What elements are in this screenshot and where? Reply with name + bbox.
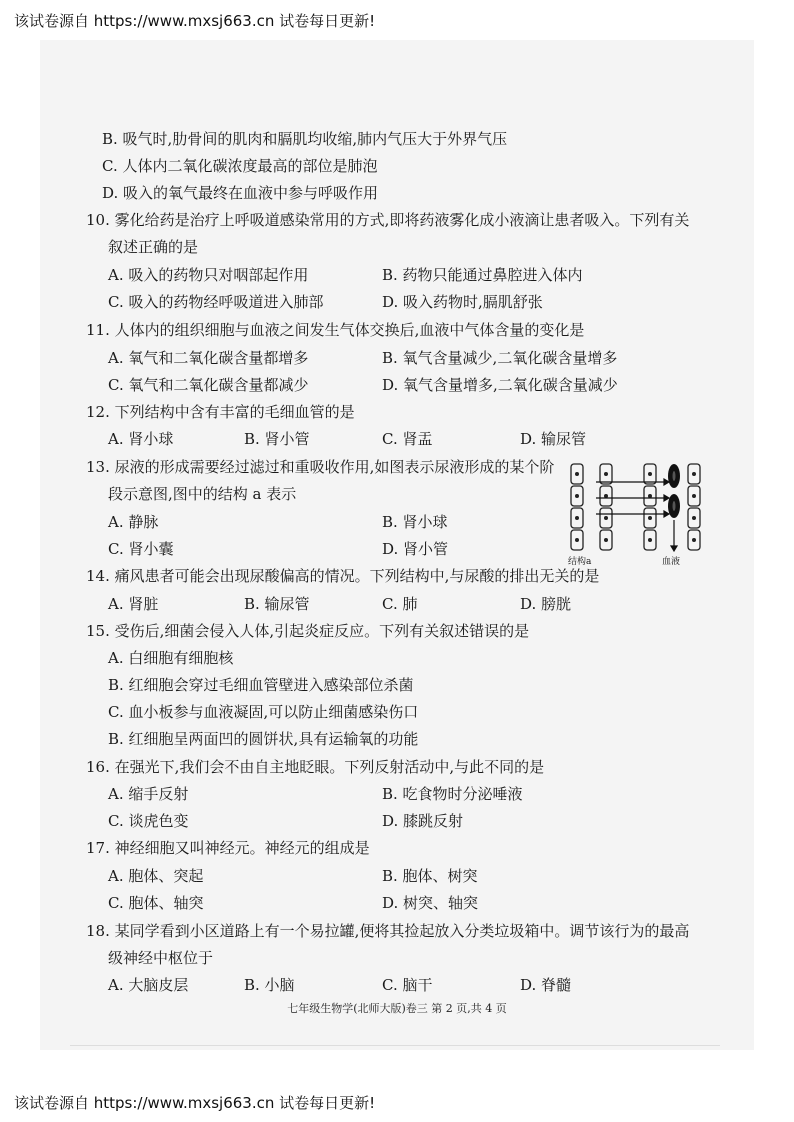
q18-option-c: C. 脑干: [382, 976, 433, 994]
q11-option-b: B. 氧气含量减少,二氧化碳含量增多: [382, 349, 618, 367]
q10-stem-line2: 叙述正确的是: [108, 238, 199, 256]
q18-option-d: D. 脊髓: [520, 976, 572, 994]
q13-stem-line1: 13. 尿液的形成需要经过滤过和重吸收作用,如图表示尿液形成的某个阶: [86, 458, 555, 476]
q17-option-b: B. 胞体、树突: [382, 867, 478, 885]
q17-option-a: A. 胞体、突起: [108, 867, 204, 885]
q16-option-a: A. 缩手反射: [108, 785, 189, 803]
q14-stem: 14. 痛风患者可能会出现尿酸偏高的情况。下列结构中,与尿酸的排出无关的是: [86, 567, 600, 585]
q9-option-b: B. 吸气时,肋骨间的肌肉和膈肌均收缩,肺内气压大于外界气压: [102, 130, 508, 148]
q10-option-c: C. 吸入的药物经呼吸道进入肺部: [108, 293, 324, 311]
q15-option-c: C. 血小板参与血液凝固,可以防止细菌感染伤口: [108, 703, 419, 721]
q18-stem-line2: 级神经中枢位于: [108, 949, 214, 967]
q12-stem: 12. 下列结构中含有丰富的毛细血管的是: [86, 403, 355, 421]
q9-option-c: C. 人体内二氧化碳浓度最高的部位是肺泡: [102, 157, 378, 175]
q16-option-d: D. 膝跳反射: [382, 812, 464, 830]
nephron-diagram: [568, 460, 708, 570]
structure-a-tube: [571, 464, 583, 550]
q15-option-a: A. 白细胞有细胞核: [108, 649, 234, 667]
q16-stem: 16. 在强光下,我们会不由自主地眨眼。下列反射活动中,与此不同的是: [86, 758, 545, 776]
q11-option-a: A. 氧气和二氧化碳含量都增多: [108, 349, 309, 367]
q15-option-b: B. 红细胞会穿过毛细血管壁进入感染部位杀菌: [108, 676, 414, 694]
tubule-wall-column: [600, 464, 612, 550]
q18-stem-line1: 18. 某同学看到小区道路上有一个易拉罐,便将其捡起放入分类垃圾箱中。调节该行为的最高: [86, 922, 690, 940]
q16-option-c: C. 谈虎色变: [108, 812, 189, 830]
q12-option-b: B. 肾小管: [244, 430, 310, 448]
q17-stem: 17. 神经细胞又叫神经元。神经元的组成是: [86, 839, 370, 857]
outer-wall-column: [688, 464, 700, 550]
q16-option-b: B. 吃食物时分泌唾液: [382, 785, 523, 803]
q13-option-b: B. 肾小球: [382, 513, 448, 531]
q13-option-a: A. 静脉: [108, 513, 159, 531]
divider: [70, 1045, 720, 1046]
q15-stem: 15. 受伤后,细菌会侵入人体,引起炎症反应。下列有关叙述错误的是: [86, 622, 530, 640]
source-banner-top: 该试卷源自 https://www.mxsj663.cn 试卷每日更新!: [14, 12, 376, 30]
source-banner-bottom: 该试卷源自 https://www.mxsj663.cn 试卷每日更新!: [14, 1094, 376, 1112]
q10-stem-line1: 10. 雾化给药是治疗上呼吸道感染常用的方式,即将药液雾化成小液滴让患者吸入。下列有关: [86, 211, 690, 229]
q14-option-b: B. 输尿管: [244, 595, 310, 613]
q13-stem-line2: 段示意图,图中的结构 a 表示: [108, 485, 297, 503]
reabsorption-arrows: [596, 479, 677, 551]
q13-option-c: C. 肾小囊: [108, 540, 174, 558]
q11-option-d: D. 氧气含量增多,二氧化碳含量减少: [382, 376, 618, 394]
q10-option-a: A. 吸入的药物只对咽部起作用: [108, 266, 309, 284]
q12-option-d: D. 输尿管: [520, 430, 587, 448]
page-footer: 七年级生物学(北师大版)卷三 第 2 页,共 4 页: [287, 1002, 507, 1015]
q12-option-c: C. 肾盂: [382, 430, 433, 448]
capillary-wall-column: [644, 464, 656, 550]
q12-option-a: A. 肾小球: [108, 430, 174, 448]
q9-option-d: D. 吸入的氧气最终在血液中参与呼吸作用: [102, 184, 379, 202]
q13-option-d: D. 肾小管: [382, 540, 449, 558]
q15-option-d: B. 红细胞呈两面凹的圆饼状,具有运输氧的功能: [108, 730, 419, 748]
q18-option-b: B. 小脑: [244, 976, 295, 994]
q10-option-b: B. 药物只能通过鼻腔进入体内: [382, 266, 583, 284]
figure-label-structure-a: 结构a: [568, 557, 592, 567]
q10-option-d: D. 吸入药物时,膈肌舒张: [382, 293, 543, 311]
q14-option-d: D. 膀胱: [520, 595, 572, 613]
q11-option-c: C. 氧气和二氧化碳含量都减少: [108, 376, 309, 394]
q17-option-d: D. 树突、轴突: [382, 894, 479, 912]
q14-option-a: A. 肾脏: [108, 595, 159, 613]
q14-option-c: C. 肺: [382, 595, 418, 613]
q17-option-c: C. 胞体、轴突: [108, 894, 204, 912]
figure-label-blood: 血液: [662, 557, 681, 567]
q13-figure: [568, 460, 708, 570]
q11-stem: 11. 人体内的组织细胞与血液之间发生气体交换后,血液中气体含量的变化是: [86, 321, 585, 339]
q18-option-a: A. 大脑皮层: [108, 976, 189, 994]
